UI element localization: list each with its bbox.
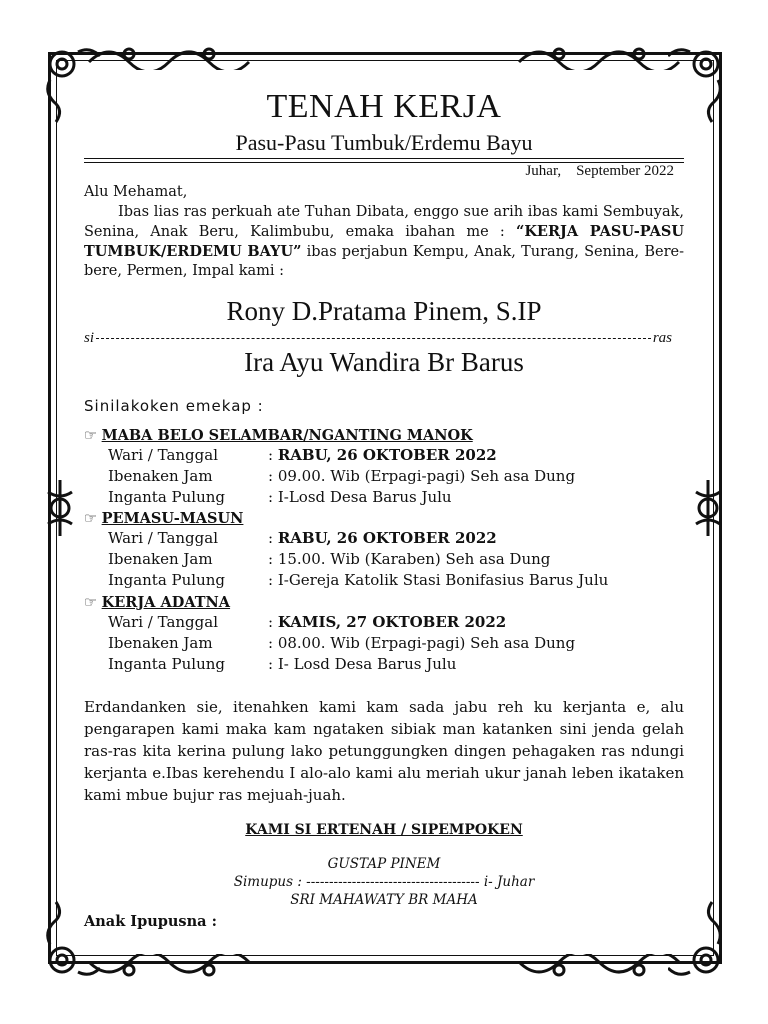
event-detail-row bbox=[108, 467, 575, 485]
date: September 2022 bbox=[576, 163, 674, 179]
simupus-label: Simupus : bbox=[233, 874, 302, 890]
si-ras-line bbox=[84, 330, 672, 347]
detail-separator: : bbox=[268, 446, 278, 464]
dash-line bbox=[96, 338, 651, 339]
pointing-hand-icon: ☞ bbox=[84, 428, 102, 444]
place: Juhar, bbox=[525, 163, 562, 179]
detail-separator: : bbox=[268, 529, 278, 547]
simupus-place: i- Juhar bbox=[483, 874, 535, 890]
detail-separator: : bbox=[268, 550, 278, 568]
event-detail-row bbox=[108, 529, 497, 547]
pointing-hand-icon: ☞ bbox=[84, 511, 102, 527]
children-label: Anak Ipupusna : bbox=[84, 913, 217, 930]
event-heading bbox=[84, 510, 243, 527]
detail-value: 09.00. Wib (Erpagi-pagi) Seh asa Dung bbox=[277, 467, 576, 485]
detail-value: KAMIS, 27 OKTOBER 2022 bbox=[277, 613, 507, 631]
detail-separator: : bbox=[268, 467, 278, 485]
event-detail-row bbox=[108, 571, 608, 589]
detail-value: 08.00. Wib (Erpagi-pagi) Seh asa Dung bbox=[277, 634, 576, 652]
event-detail-row bbox=[108, 446, 497, 464]
intro-paragraph bbox=[84, 203, 684, 281]
event-detail-row bbox=[108, 488, 452, 506]
header-divider bbox=[84, 158, 684, 159]
event-name: KERJA ADATNA bbox=[101, 594, 231, 611]
event-detail-row bbox=[108, 550, 550, 568]
right-edge-ornament bbox=[692, 478, 724, 538]
detail-label: Wari / Tanggal bbox=[108, 613, 219, 631]
detail-label: Inganta Pulung bbox=[108, 488, 226, 506]
detail-label: Wari / Tanggal bbox=[108, 446, 219, 464]
bride-name: Ira Ayu Wandira Br Barus bbox=[244, 347, 524, 377]
ras-label: ras bbox=[652, 330, 672, 346]
signature-heading: KAMI SI ERTENAH / SIPEMPOKEN bbox=[245, 822, 523, 838]
document-subtitle: Pasu-Pasu Tumbuk/Erdemu Bayu bbox=[235, 130, 533, 155]
detail-value: I- Losd Desa Barus Julu bbox=[277, 655, 457, 673]
detail-value: RABU, 26 OKTOBER 2022 bbox=[277, 529, 497, 547]
top-left-scroll-ornament bbox=[84, 40, 254, 70]
detail-separator: : bbox=[268, 613, 278, 631]
intro-text: Ibas lias ras perkuah ate Tuhan Dibata, enggo sue arih ibas kami Sembuyak, Senina, Anak Beru, Kalimbubu, emaka ibahan me : bbox=[84, 204, 684, 240]
intro-text-end: ibas perjabun Kempu, Anak, Turang, Senina, Bere-bere, Permen, Impal kami : bbox=[84, 244, 684, 279]
event-detail-row bbox=[108, 634, 575, 652]
detail-value: I-Losd Desa Barus Julu bbox=[277, 488, 452, 506]
event-detail-row bbox=[108, 655, 456, 673]
schedule-heading: Sinilakoken emekap : bbox=[84, 397, 264, 415]
detail-separator: : bbox=[268, 634, 278, 652]
detail-separator: : bbox=[268, 571, 278, 589]
detail-label: Ibenaken Jam bbox=[108, 634, 213, 652]
detail-label: Wari / Tanggal bbox=[108, 529, 219, 547]
left-edge-ornament bbox=[44, 478, 76, 538]
event-detail-row bbox=[108, 613, 506, 631]
detail-value: I-Gereja Katolik Stasi Bonifasius Barus Julu bbox=[277, 571, 609, 589]
simupus-line bbox=[0, 874, 768, 890]
detail-label: Ibenaken Jam bbox=[108, 467, 213, 485]
detail-label: Inganta Pulung bbox=[108, 571, 226, 589]
simupus-dash: -------------------------------------- bbox=[306, 874, 480, 890]
event-name: PEMASU-MASUN bbox=[101, 510, 244, 527]
detail-separator: : bbox=[268, 488, 278, 506]
event-name-highlight: “KERJA PASU-PASU TUMBUK/ERDEMU BAYU” bbox=[84, 223, 684, 260]
detail-separator: : bbox=[268, 655, 278, 673]
event-heading bbox=[84, 594, 230, 611]
father-name: GUSTAP PINEM bbox=[327, 856, 441, 872]
bottom-left-scroll-ornament bbox=[84, 954, 254, 984]
place-date bbox=[525, 163, 674, 180]
top-right-scroll-ornament bbox=[514, 40, 684, 70]
detail-value: RABU, 26 OKTOBER 2022 bbox=[277, 446, 497, 464]
groom-name: Rony D.Pratama Pinem, S.IP bbox=[226, 296, 542, 326]
detail-label: Ibenaken Jam bbox=[108, 550, 213, 568]
mother-name: SRI MAHAWATY BR MAHA bbox=[290, 892, 478, 908]
detail-value: 15.00. Wib (Karaben) Seh asa Dung bbox=[277, 550, 551, 568]
event-heading bbox=[84, 427, 473, 444]
event-name: MABA BELO SELAMBAR/NGANTING MANOK bbox=[101, 427, 473, 444]
document-title: TENAH KERJA bbox=[266, 88, 502, 125]
si-label: si bbox=[84, 330, 95, 346]
bottom-right-scroll-ornament bbox=[514, 954, 684, 984]
greeting: Alu Mehamat, bbox=[84, 184, 188, 200]
closing-paragraph: Erdandanken sie, itenahken kami kam sada jabu reh ku kerjanta e, alu pengarapen kami maka kam ngataken sibiak man katanken sini jenda gelah ras-ras kita kerina pulung lako petunggungken dingen pehagaken ras ndungi kerjanta e.Ibas kerehendu I alo-alo kami alu meriah ukur janah leben ikataken kami mbue bujur ras mejuah-juah. bbox=[84, 698, 684, 804]
detail-label: Inganta Pulung bbox=[108, 655, 226, 673]
pointing-hand-icon: ☞ bbox=[84, 595, 102, 611]
